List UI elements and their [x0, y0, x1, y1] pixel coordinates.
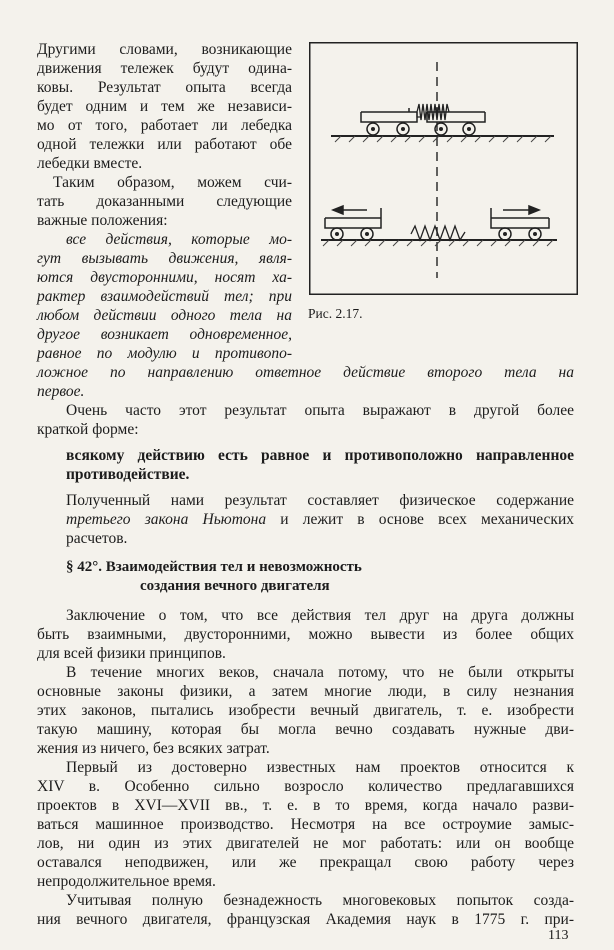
italic-line: первое.	[37, 383, 85, 400]
italic-line: любом действии одного тела на	[37, 307, 292, 324]
text-line: Первый из достоверно известных нам проектов относится к	[66, 759, 574, 776]
text-line: такую машину, которая бы могла вечно создавать нужные дви-	[37, 721, 574, 738]
text-line: Очень часто этот результат опыта выражают в другой более	[66, 402, 574, 419]
text-line: лов, ни один из этих двигателей не мог работать: или он вообще	[37, 835, 574, 852]
italic-line: другое возникает одновременное,	[37, 326, 292, 343]
text-line: одной тележки или работают обе	[37, 136, 292, 153]
italic-line: ются двусторонними, носят ха-	[37, 269, 292, 286]
text-line: этих законов, пытались изобрести вечный двигатель, т. е. изобрести	[37, 702, 574, 719]
italic-line: ложное по направлению ответное действие второго тела на	[37, 364, 574, 381]
text-line: Таким образом, можем счи-	[53, 174, 292, 191]
text-line: краткой форме:	[37, 421, 139, 438]
section-heading: § 42°. Взаимодействия тел и невозможность	[66, 559, 362, 575]
text-line: непродолжительное время.	[37, 873, 216, 890]
text-line: важные положения:	[37, 212, 168, 229]
text-line: мо от того, работает ли лебедка	[37, 117, 292, 134]
text-line: ния вечного двигателя, французская Академия наук в 1775 г. при-	[37, 911, 574, 928]
text-line: лебедки вместе.	[37, 155, 143, 172]
text-line: В течение многих веков, сначала потому, что не были открыты	[66, 664, 574, 681]
text-line: Полученный нами результат составляет физическое содержание	[66, 492, 574, 509]
text-line: для всей физики принципов.	[37, 645, 226, 662]
law-line: противодействие.	[66, 466, 190, 483]
text-span: и лежит в основе всех механических	[266, 511, 575, 528]
text-line: оставался неподвижен, или же прекращал свою работу через	[37, 854, 574, 871]
text-line: ваться машинное производство. Несмотря на все остроумие замыс-	[37, 816, 574, 833]
text-line: ковы. Результат опыта всегда	[37, 79, 292, 96]
italic-line: гут вызывать движения, явля-	[37, 250, 292, 267]
italic-term: третьего закона Ньютона	[66, 511, 267, 528]
text-line: основные законы физики, а затем многие люди, в силу незнания	[37, 683, 574, 700]
text-line: XIV в. Особенно сильно возросло количество предлагавшихся	[37, 778, 574, 795]
figure-caption: Рис. 2.17.	[308, 306, 363, 321]
section-heading: создания вечного двигателя	[140, 578, 330, 594]
text-line: будет одним и тем же независи-	[37, 98, 292, 115]
text-line: движения тележек будут одина-	[37, 60, 292, 77]
text-line: Другими словами, возникающие	[37, 41, 292, 58]
text-line: проектов в XVI—XVII вв., т. е. в то время, когда начало разви-	[37, 797, 574, 814]
text-line: Учитывая полную безнадежность многовековых попыток созда-	[66, 892, 574, 909]
text-line: жения из ничего, без всяких затрат.	[37, 740, 270, 757]
text-line: быть взаимными, двусторонними, можно вывести из более общих	[37, 626, 574, 643]
text-line	[66, 510, 574, 529]
italic-line: равное по модулю и противопо-	[37, 345, 292, 362]
page-number: 113	[548, 928, 569, 943]
italic-line: рактер взаимодействий тел; при	[37, 288, 292, 305]
law-line: всякому действию есть равное и противоположно направленное	[66, 447, 574, 464]
italic-line: все действия, которые мо-	[66, 231, 292, 248]
text-line: тать доказанными следующие	[37, 193, 292, 210]
figure-carts-spring	[309, 42, 578, 295]
text-line: расчетов.	[66, 530, 128, 547]
text-line: Заключение о том, что все действия тел друг на друга должны	[66, 607, 574, 624]
